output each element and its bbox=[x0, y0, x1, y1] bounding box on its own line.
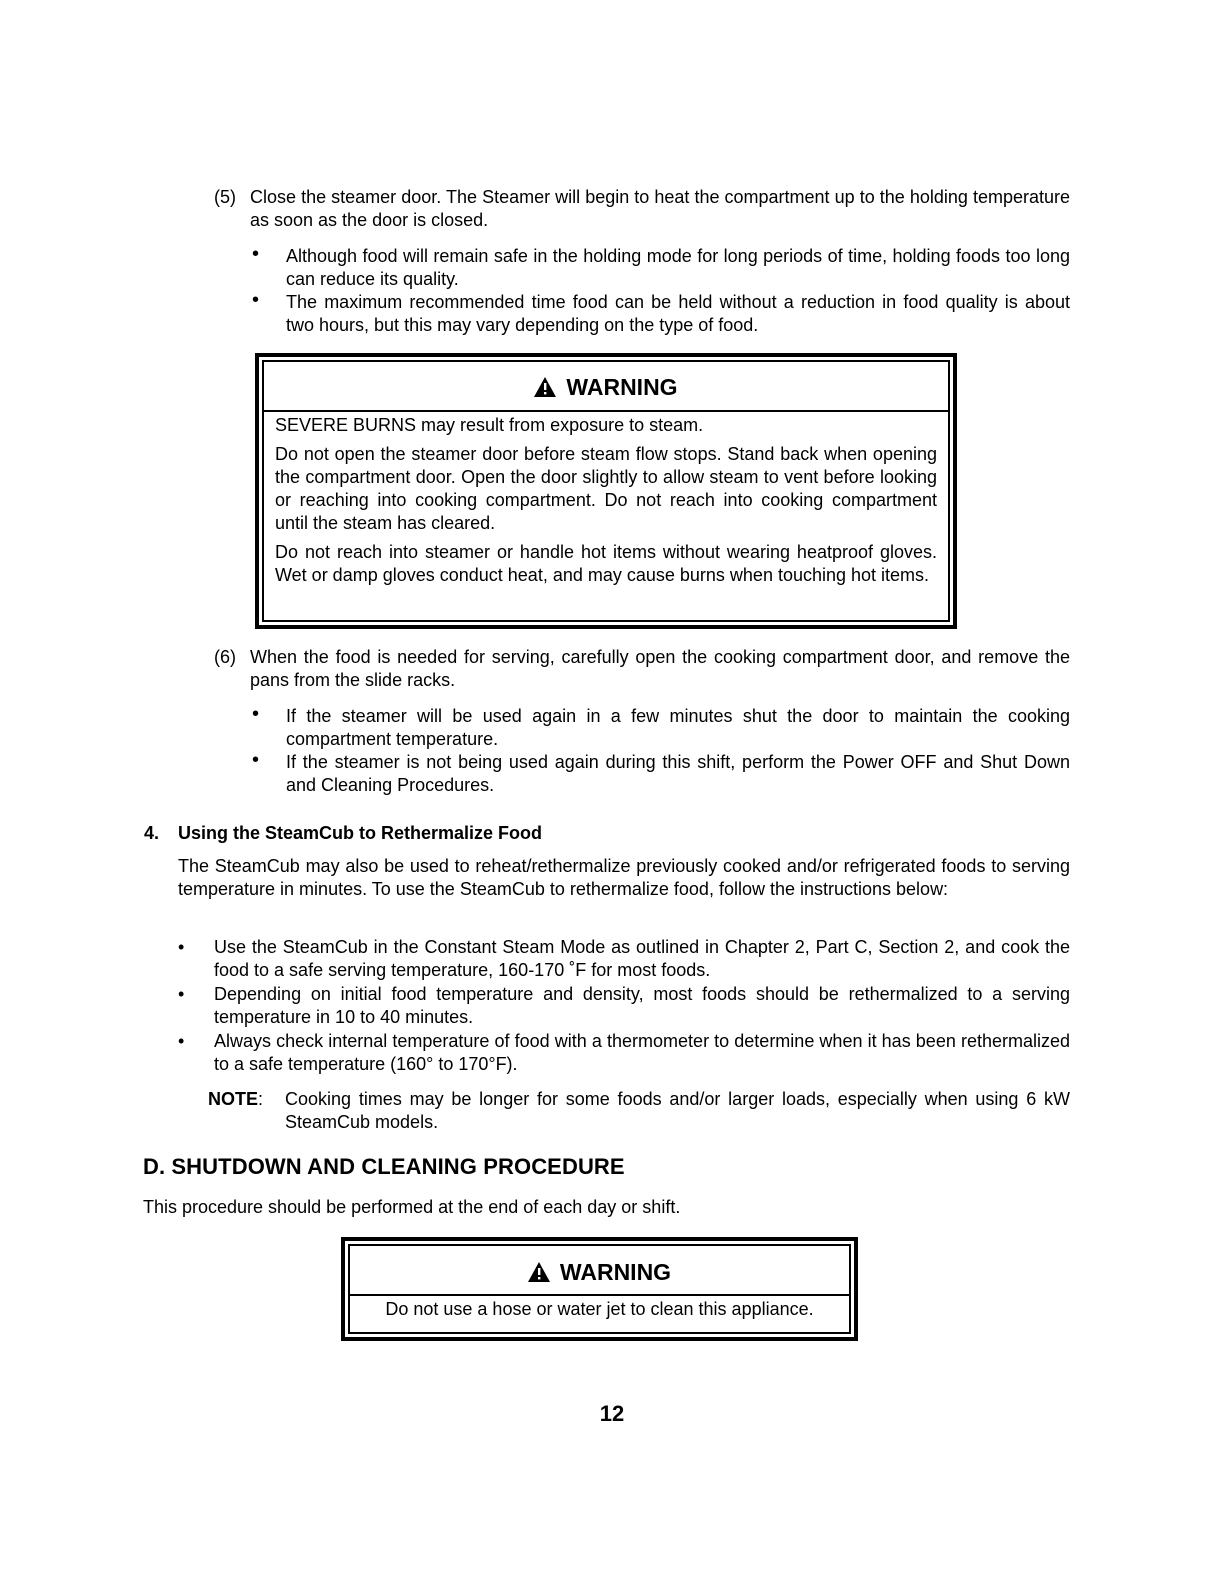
section-d-description: This procedure should be performed at the end of each day or shift. bbox=[143, 1197, 681, 1217]
list-item: • Although food will remain safe in the holding mode for long periods of time, holding foods too long can reduce its quality. bbox=[252, 243, 1070, 289]
section-d-title: D. SHUTDOWN AND CLEANING PROCEDURE bbox=[143, 1154, 625, 1179]
step-6 bbox=[214, 646, 1070, 692]
warning-triangle-icon bbox=[534, 364, 556, 414]
bullet-icon: • bbox=[178, 984, 185, 1004]
warning-text: SEVERE BURNS may result from exposure to steam. bbox=[275, 415, 704, 435]
warning-title: WARNING bbox=[566, 374, 678, 400]
warning-box bbox=[341, 1237, 858, 1341]
step-text: When the food is needed for serving, carefully open the cooking compartment door, and remove the pans from the slide racks. bbox=[250, 647, 1070, 690]
bullet-icon: • bbox=[252, 703, 260, 725]
step-5 bbox=[214, 186, 1070, 232]
list-item: • If the steamer will be used again in a few minutes shut the door to maintain the cooking compartment temperature. bbox=[252, 703, 1070, 749]
list-item: • The maximum recommended time food can be held without a reduction in food quality is about two hours, but this may vary depending on the type of food. bbox=[252, 289, 1070, 335]
warning-header bbox=[350, 1246, 849, 1296]
note-text: Cooking times may be longer for some foods and/or larger loads, especially when using 6 kW SteamCub models. bbox=[285, 1089, 1070, 1132]
list-item: • If the steamer is not being used again during this shift, perform the Power OFF and Shut Down and Cleaning Procedures. bbox=[252, 749, 1070, 795]
step-text: Close the steamer door. The Steamer will begin to heat the compartment up to the holding temperature as soon as the door is closed. bbox=[250, 187, 1070, 230]
step-number: (6) bbox=[214, 647, 236, 667]
step-5-bullets bbox=[250, 245, 1070, 337]
bullet-icon: • bbox=[252, 289, 260, 311]
section-number: 4. bbox=[144, 823, 160, 843]
section-heading bbox=[144, 822, 542, 845]
list-item: • Use the SteamCub in the Constant Steam Mode as outlined in Chapter 2, Part C, Section 2, and cook the food to a safe serving temperature, 160-170 ˚F for most foods. bbox=[178, 937, 1070, 980]
warning-box bbox=[255, 353, 957, 629]
note bbox=[208, 1088, 1070, 1134]
warning-header bbox=[264, 362, 948, 412]
bullet-icon: • bbox=[252, 749, 260, 771]
warning-text: Do not use a hose or water jet to clean this appliance. bbox=[385, 1299, 814, 1319]
step-number: (5) bbox=[214, 187, 236, 207]
section-4-bullets bbox=[178, 936, 1070, 1077]
section-intro: The SteamCub may also be used to reheat/rethermalize previously cooked and/or refrigerated foods to serving temperature in minutes. To use the SteamCub to rethermalize food, follow the instructions below: bbox=[178, 856, 1070, 899]
warning-triangle-icon bbox=[528, 1248, 550, 1300]
list-item: • Always check internal temperature of food with a thermometer to determine when it has been rethermalized to a safe temperature (160° to 170°F). bbox=[178, 1031, 1070, 1074]
bullet-icon: • bbox=[178, 937, 185, 957]
bullet-icon: • bbox=[252, 243, 260, 265]
warning-text: Do not reach into steamer or handle hot items without wearing heatproof gloves. Wet or damp gloves conduct heat, and may cause burns when touching hot items. bbox=[275, 542, 937, 585]
section-title: Using the SteamCub to Rethermalize Food bbox=[178, 823, 543, 843]
warning-text: Do not open the steamer door before steam flow stops. Stand back when opening the compartment door. Open the door slightly to allow steam to vent before looking or reaching into cooking compartment. Do not reach into cooking compartment until the steam has cleared. bbox=[275, 444, 937, 533]
note-label: NOTE: bbox=[208, 1089, 264, 1109]
page-number: 12 bbox=[599, 1401, 625, 1426]
bullet-icon: • bbox=[178, 1031, 185, 1051]
list-item: • Depending on initial food temperature and density, most foods should be rethermalized to a serving temperature in 10 to 40 minutes. bbox=[178, 984, 1070, 1027]
warning-title: WARNING bbox=[559, 1259, 672, 1285]
step-6-bullets bbox=[250, 705, 1070, 797]
